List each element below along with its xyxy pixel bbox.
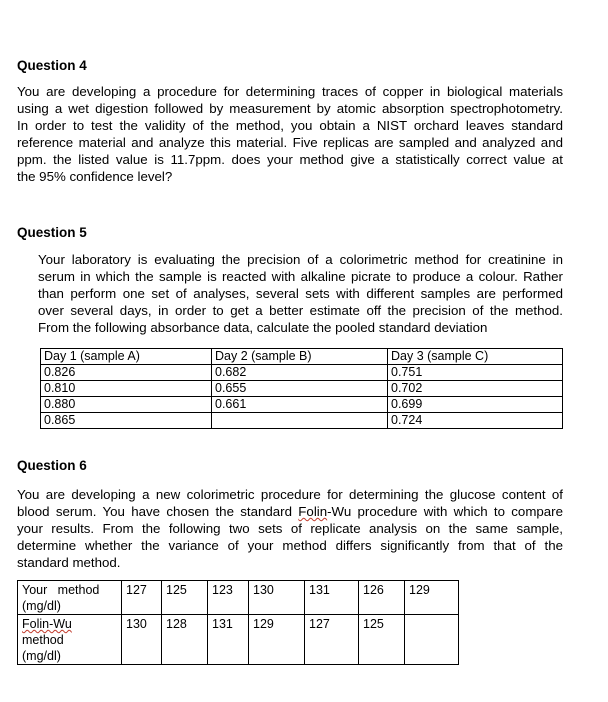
q5-line: Your laboratory is evaluating the precision of a colorimetric method for creatinine in	[38, 252, 563, 267]
table-cell: 127	[122, 581, 162, 615]
q4-line: ppm. the listed value is 11.7ppm. does your method give a statistically correct value at	[17, 152, 563, 167]
q6-line: standard method.	[17, 555, 121, 570]
table-cell: 0.724	[388, 413, 563, 429]
q5-line: over several days, in order to get a better estimate off the precision of the method.	[38, 303, 563, 318]
question-4-body	[17, 83, 563, 185]
table-row	[18, 615, 459, 665]
table-row	[18, 581, 459, 615]
q4-line: the 95% confidence level?	[17, 169, 173, 184]
question-5-body	[38, 251, 563, 336]
label-line: Folin-Wu	[22, 617, 72, 631]
table-cell: 129	[249, 615, 305, 665]
table-cell: 125	[359, 615, 405, 665]
table-row	[41, 381, 563, 397]
table-cell	[212, 413, 388, 429]
row-label-folin-wu	[18, 615, 122, 665]
q6-line: You are developing a new colorimetric procedure for determining the glucose content of	[17, 487, 563, 502]
question-6-title: Question 6	[17, 458, 87, 473]
q5-line: than perform one set of analyses, several sets with different samples are performed	[38, 286, 563, 301]
row-label-your-method	[18, 581, 122, 615]
label-line: method	[22, 633, 64, 647]
table-cell: 130	[249, 581, 305, 615]
table-cell: 0.810	[41, 381, 212, 397]
table-header-cell: Day 1 (sample A)	[41, 349, 212, 365]
table-header-cell: Day 3 (sample C)	[388, 349, 563, 365]
q4-line: In order to test the validity of the method, you obtain a NIST orchard leaves standard	[17, 118, 563, 133]
table-cell: 0.682	[212, 365, 388, 381]
table-row	[41, 413, 563, 429]
question-6-body	[17, 486, 563, 571]
table-cell: 123	[208, 581, 249, 615]
table-cell: 0.661	[212, 397, 388, 413]
table-cell: 0.702	[388, 381, 563, 397]
label-line: Your method	[22, 583, 100, 597]
table-cell: 0.865	[41, 413, 212, 429]
table-cell: 129	[405, 581, 459, 615]
q5-line: serum in which the sample is reacted with alkaline picrate to produce a colour. Rather	[38, 269, 563, 284]
q4-line: reference material and analyze this material. Five replicas are sampled and analyzed and	[17, 135, 563, 150]
table-cell: 0.751	[388, 365, 563, 381]
q5-line: From the following absorbance data, calculate the pooled standard deviation	[38, 320, 488, 335]
absorbance-table	[40, 348, 563, 429]
table-cell: 125	[162, 581, 208, 615]
table-cell: 131	[305, 581, 359, 615]
table-row	[41, 397, 563, 413]
q6-line: determine whether the variance of your method differs significantly from that of the	[17, 538, 563, 553]
q6-line: your results. From the following two sets of replicate analysis on the same sample,	[17, 521, 563, 536]
question-5-title: Question 5	[17, 225, 87, 240]
table-row	[41, 365, 563, 381]
table-header-row	[41, 349, 563, 365]
table-cell: 128	[162, 615, 208, 665]
q6-line: blood serum. You have chosen the standard Folin-Wu procedure with which to compare	[17, 504, 564, 519]
table-cell: 0.826	[41, 365, 212, 381]
label-line: (mg/dl)	[22, 599, 61, 613]
question-4-title: Question 4	[17, 58, 87, 73]
label-line: (mg/dl)	[22, 649, 61, 663]
q4-line: You are developing a procedure for determining traces of copper in biological materials	[17, 84, 563, 99]
table-cell: 0.655	[212, 381, 388, 397]
table-cell: 0.880	[41, 397, 212, 413]
table-cell: 0.699	[388, 397, 563, 413]
table-cell: 131	[208, 615, 249, 665]
table-cell	[405, 615, 459, 665]
q4-line: using a wet digestion followed by measurement by atomic absorption spectrophotometry.	[17, 101, 563, 116]
table-header-cell: Day 2 (sample B)	[212, 349, 388, 365]
table-cell: 126	[359, 581, 405, 615]
glucose-table	[17, 580, 459, 665]
table-cell: 130	[122, 615, 162, 665]
table-cell: 127	[305, 615, 359, 665]
